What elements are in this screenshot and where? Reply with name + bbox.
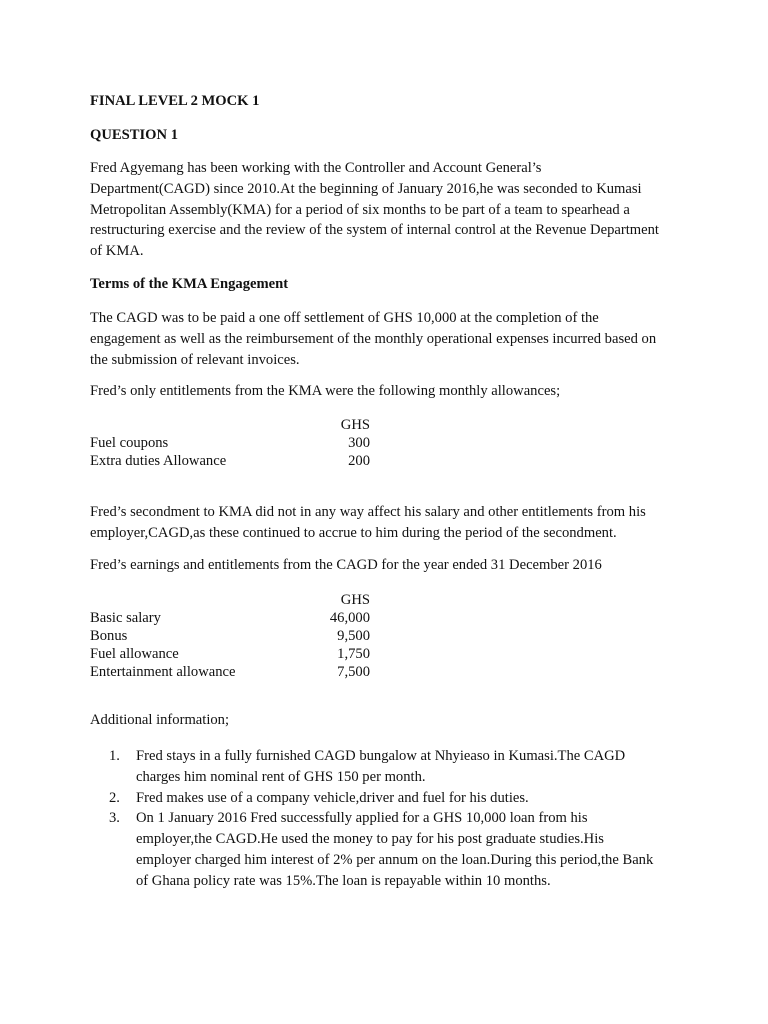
- terms-line: The CAGD was to be paid a one off settlement of GHS 10,000 at the completion of the: [90, 310, 599, 326]
- table-row: [90, 645, 380, 663]
- row-label: Fuel allowance: [90, 646, 179, 662]
- terms-line: engagement as well as the reimbursement of the monthly operational expenses incurred based on: [90, 330, 657, 347]
- intro-line: of KMA.: [90, 243, 144, 260]
- intro-line: Metropolitan Assembly(KMA) for a period of six months to be part of a team to spearhead a: [90, 201, 630, 218]
- row-value: 9,500: [337, 628, 370, 644]
- row-value: 200: [348, 453, 370, 469]
- table-row: [90, 663, 380, 681]
- item-line: of Ghana policy rate was 15%.The loan is repayable within 10 months.: [136, 872, 551, 889]
- item-number: 1.: [109, 748, 120, 764]
- row-label: Bonus: [90, 628, 128, 644]
- row-value: 7,500: [337, 664, 370, 680]
- item-line: Fred makes use of a company vehicle,driver and fuel for his duties.: [136, 789, 529, 806]
- intro-line: Fred Agyemang has been working with the Controller and Account General’s: [90, 160, 542, 176]
- list-item: [109, 746, 696, 788]
- row-label: Fuel coupons: [90, 435, 169, 451]
- intro-line: restructuring exercise and the review of the system of internal control at the Revenue Department: [90, 222, 659, 239]
- kma-currency-header: GHS: [340, 417, 370, 433]
- item-number: 2.: [109, 789, 120, 806]
- table-row: [90, 627, 380, 645]
- row-label: Basic salary: [90, 610, 161, 626]
- secondment-line: Fred’s secondment to KMA did not in any way affect his salary and other entitlements from his: [90, 504, 646, 520]
- secondment-line: employer,CAGD,as these continued to accrue to him during the period of the secondment.: [90, 524, 617, 541]
- intro-paragraph: [90, 158, 690, 262]
- row-value: 46,000: [329, 610, 370, 626]
- cagd-currency-header: GHS: [340, 592, 370, 608]
- item-line: employer charged him interest of 2% per annum on the loan.During this period,the Bank: [136, 851, 654, 868]
- list-item: [109, 788, 696, 809]
- row-label: Extra duties Allowance: [90, 453, 227, 469]
- table-row: [90, 452, 380, 470]
- secondment-paragraph: [90, 502, 690, 544]
- row-label: Entertainment allowance: [90, 664, 236, 680]
- item-line: charges him nominal rent of GHS 150 per month.: [136, 768, 426, 785]
- kma-entitlements-intro: Fred’s only entitlements from the KMA were the following monthly allowances;: [90, 383, 561, 399]
- item-line: On 1 January 2016 Fred successfully applied for a GHS 10,000 loan from his: [136, 810, 588, 827]
- table-row: [90, 609, 380, 627]
- row-value: 300: [348, 435, 370, 451]
- intro-line: Department(CAGD) since 2010.At the beginning of January 2016,he was seconded to Kumasi: [90, 180, 642, 197]
- terms-paragraph: [90, 308, 690, 370]
- item-line: employer,the CAGD.He used the money to pay for his post graduate studies.His: [136, 831, 604, 848]
- terms-line: the submission of relevant invoices.: [90, 351, 300, 368]
- terms-heading: Terms of the KMA Engagement: [90, 276, 289, 292]
- additional-info-heading: Additional information;: [90, 712, 230, 728]
- table-row: [90, 434, 380, 452]
- row-value: 1,750: [337, 646, 370, 662]
- item-line: Fred stays in a fully furnished CAGD bungalow at Nhyieaso in Kumasi.The CAGD: [136, 748, 626, 764]
- additional-info-list: [90, 746, 696, 892]
- item-number: 3.: [109, 810, 120, 827]
- kma-allowances-table: [90, 416, 380, 470]
- document-title: FINAL LEVEL 2 MOCK 1: [90, 93, 260, 109]
- list-item: [109, 808, 696, 891]
- question-heading: QUESTION 1: [90, 127, 178, 143]
- cagd-earnings-table: [90, 591, 380, 681]
- cagd-earnings-intro: Fred’s earnings and entitlements from the CAGD for the year ended 31 December 2016: [90, 557, 602, 573]
